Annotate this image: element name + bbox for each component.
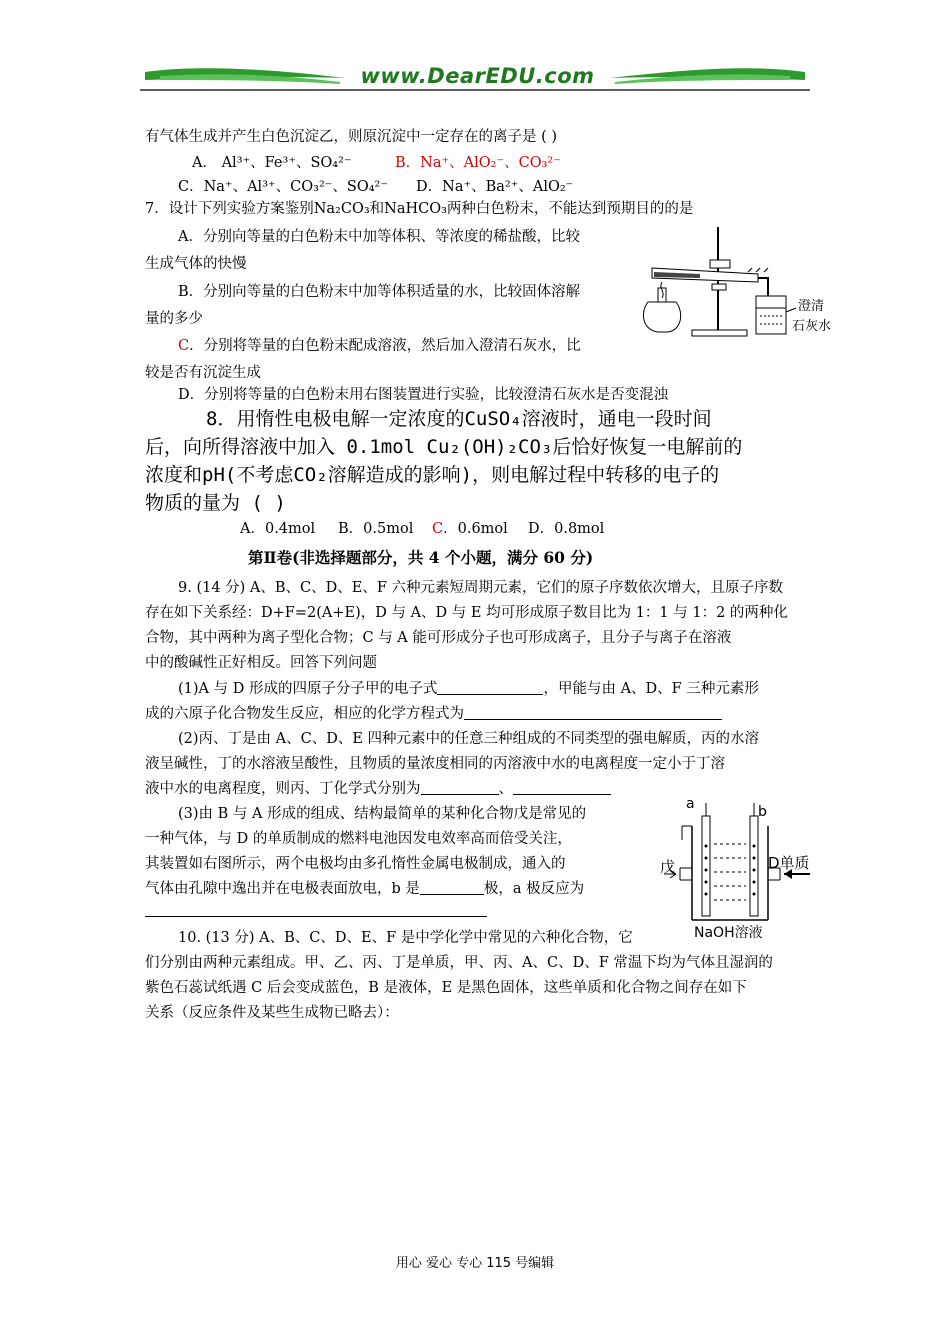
q8-line2: 后，向所得溶液中加入 0.1mol Cu₂(OH)₂CO₃后恰好恢复一电解前的: [145, 436, 743, 458]
q8-line1: 8．用惰性电极电解一定浓度的CuSO₄溶液时，通电一段时间: [206, 408, 712, 430]
q8-option-d: D．0.8mol: [528, 521, 605, 537]
q7-apparatus-figure: [640, 222, 840, 347]
answer-blank[interactable]: [421, 780, 499, 795]
answer-blank[interactable]: [464, 705, 722, 720]
site-logo: www.DearEDU.com: [360, 64, 595, 88]
q9-line1: 9. (14 分) A、B、C、D、E、F 六种元素短周期元素，它们的原子序数依次增大，且原子序数: [178, 580, 784, 596]
q7-option-b-line2: 量的多少: [145, 311, 203, 327]
fig-label-a: a: [686, 796, 695, 812]
q9-line4: 中的酸碱性正好相反。回答下列问题: [145, 655, 377, 671]
q9-part3-line3: 其装置如右图所示，两个电极均由多孔惰性金属电极制成，通入的: [145, 856, 566, 872]
q7-option-c-label: C: [178, 338, 190, 354]
q9-line3: 合物，其中两种为离子型化合物；C 与 A 能可形成分子也可形成离子，且分子与离子在溶液: [145, 630, 732, 646]
fig-label-b: b: [758, 804, 767, 820]
q7-option-b-line1: B．分别向等量的白色粉末中加等体积适量的水，比较固体溶解: [178, 284, 581, 300]
page-footer: 用心 爱心 专心 115 号编辑: [395, 1256, 555, 1271]
q7-option-a-line2: 生成气体的快慢: [145, 256, 247, 272]
q8-option-c: C．0.6mol: [432, 521, 508, 537]
q9-part1-line2: 成的六原子化合物发生反应，相应的化学方程式为: [145, 705, 722, 723]
q9-part3-line4: 气体由孔隙中逸出并在电极表面放电，b 是 极，a 极反应为: [145, 881, 585, 897]
q8-line3: 浓度和pH(不考虑CO₂溶解造成的影响)，则电解过程中转移的电子的: [145, 464, 720, 486]
q9-part2-line2: 液呈碱性，丁的水溶液呈酸性，且物质的量浓度相同的丙溶液中水的电离程度一定小于丁溶: [145, 756, 725, 772]
q9-part2-line1: (2)丙、丁是由 A、C、D、E 四种元素中的任意三种组成的不同类型的强电解质，丙的水溶: [178, 731, 760, 747]
q8-option-a: A．0.4mol: [240, 521, 316, 537]
q9-part2-line3: 液中水的电离程度，则丙、丁化学式分别为 、: [145, 780, 611, 798]
answer-blank[interactable]: [420, 880, 484, 895]
q8-option-b: B．0.5mol: [338, 521, 414, 537]
answer-blank[interactable]: [513, 780, 611, 795]
q6-option-a: A． Al³⁺、Fe³⁺、SO₄²⁻: [192, 155, 352, 171]
part2-title: 第Ⅱ卷(非选择题部分，共 4 个小题，满分 60 分): [248, 548, 594, 567]
fig-label-d: D单质: [768, 854, 810, 872]
q7-option-d: D．分别将等量的白色粉末用右图装置进行实验，比较澄清石灰水是否变混浊: [178, 387, 669, 403]
q7-stem: 7．设计下列实验方案鉴别Na₂CO₃和NaHCO₃两种白色粉末，不能达到预期目的的是: [145, 201, 694, 217]
header-banner: [140, 60, 810, 96]
q10-line4: 关系（反应条件及某些生成物已略去）：: [145, 1005, 399, 1021]
answer-blank[interactable]: [437, 680, 543, 695]
q6-option-c: C．Na⁺、Al³⁺、CO₃²⁻、SO₄²⁻: [178, 179, 389, 195]
q10-line2: 们分别由两种元素组成。甲、乙、丙、丁是单质，甲、丙、A、C、D、F 常温下均为气体且湿润的: [145, 955, 773, 971]
fig-label-naoh: NaOH溶液: [694, 925, 763, 941]
q9-part3-line1: (3)由 B 与 A 形成的组成、结构最简单的某种化合物戊是常见的: [178, 806, 587, 822]
answer-blank[interactable]: [145, 916, 487, 917]
q9-fuel-cell-figure: [660, 798, 820, 948]
q7-option-c-line1: C．分别将等量的白色粉末配成溶液，然后加入澄清石灰水，比: [178, 338, 581, 354]
q6-option-b: B．Na⁺、AlO₂⁻、CO₃²⁻: [395, 155, 561, 171]
fig-label-wu: 戊: [660, 858, 676, 876]
q10-line3: 紫色石蕊试纸遇 C 后会变成蓝色，B 是液体，E 是黑色固体，这些单质和化合物之间存在如下: [145, 980, 747, 996]
q7-option-c-line2: 较是否有沉淀生成: [145, 365, 261, 381]
q9-part1-line1: (1)A 与 D 形成的四原子分子甲的电子式 ，甲能与由 A、D、F 三种元素形: [178, 681, 759, 697]
q7-option-a-line1: A．分别向等量的白色粉末中加等体积、等浓度的稀盐酸，比较: [178, 229, 580, 245]
heating-apparatus-icon: [640, 222, 800, 344]
q6-option-d: D．Na⁺、Ba²⁺、AlO₂⁻: [416, 179, 574, 195]
q9-part3-line2: 一种气体，与 D 的单质制成的燃料电池因发电效率高而倍受关注，: [145, 831, 572, 847]
q8-line4: 物质的量为 ( ): [145, 492, 286, 514]
q7-fig-label-1: 澄清: [798, 299, 825, 314]
q9-line2: 存在如下关系经：D+F=2(A+E)，D 与 A、D 与 E 均可形成原子数目比为 1：1 与 1：2 的两种化: [145, 605, 788, 621]
q10-line1: 10. (13 分) A、B、C、D、E、F 是中学化学中常见的六种化合物，它: [178, 930, 633, 946]
q7-fig-label-2: 石灰水: [792, 319, 832, 334]
q6-stem: 有气体生成并产生白色沉淀乙，则原沉淀中一定存在的离子是 ( ): [145, 129, 558, 145]
